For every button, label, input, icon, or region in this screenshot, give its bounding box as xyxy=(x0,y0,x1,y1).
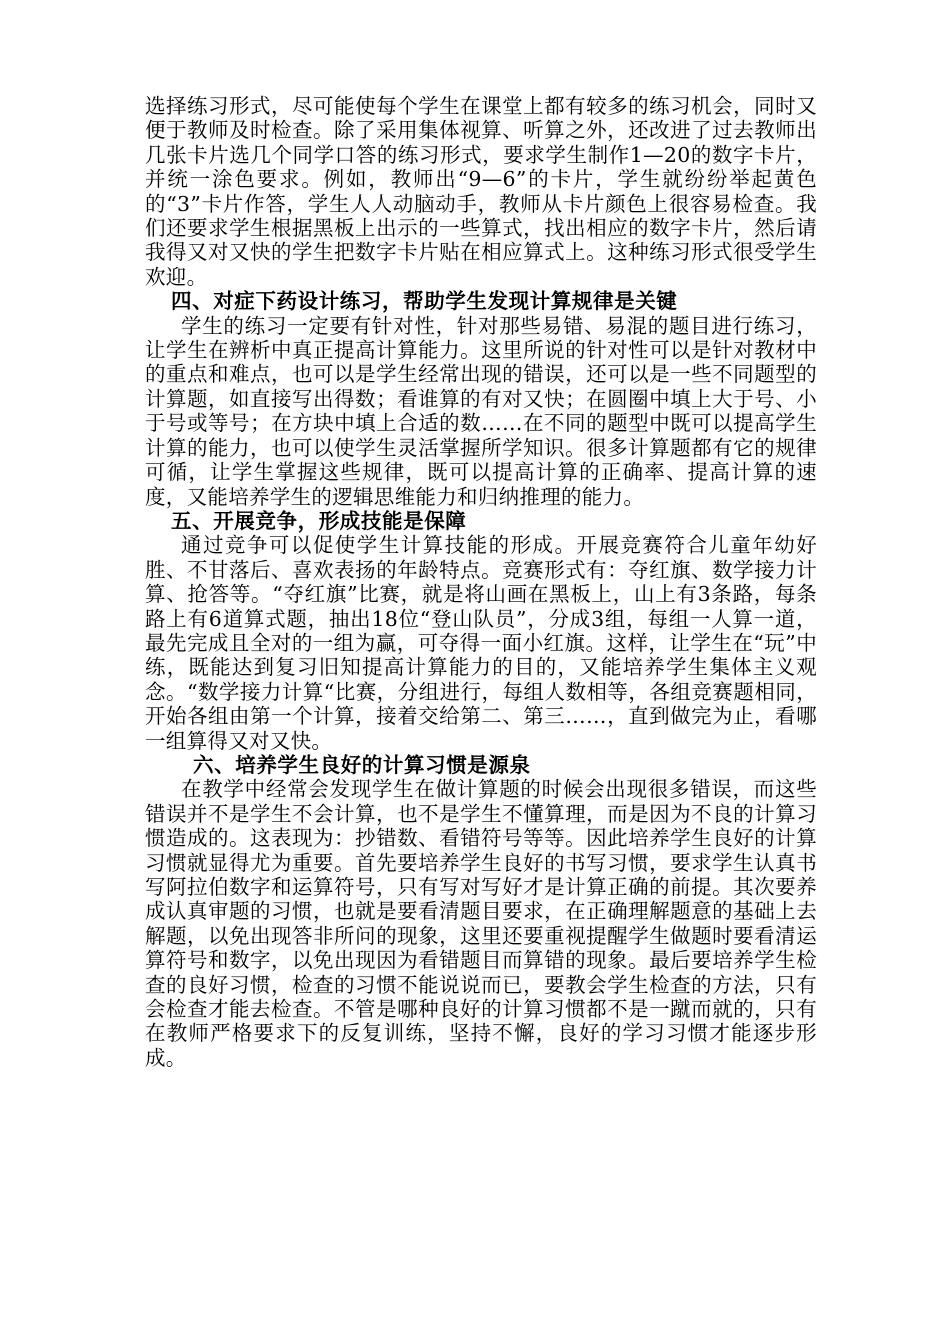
section-5-heading: 五、开展竞争，形成技能是保障 xyxy=(171,508,467,533)
section-4-body: 学生的练习一定要有针对性，针对那些易错、易混的题目进行练习，让学生在辨析中真正提高计算能力。这里所说的针对性可以是针对教材中的重点和难点，也可以是学生经常出现的错误，还可以是一些不同题型的计算题，如直接写出得数；看谁算的有对又快；在圆圈中填上大于号、小于号或等号；在方块中填上合适的数……在不同的题型中既可以提高学生计算的能力，也可以使学生灵活掌握所学知识。很多计算题都有它的规律可循，让学生掌握这些规律，既可以提高计算的正确率、提高计算的速度，又能培养学生的逻辑思维能力和归纳推理的能力。 xyxy=(145,313,817,509)
document-page xyxy=(145,94,817,1070)
section-4-heading: 四、对症下药设计练习，帮助学生发现计算规律是关键 xyxy=(171,289,678,314)
section-5-body: 通过竞争可以促使学生计算技能的形成。开展竞赛符合儿童年幼好胜、不甘落后、喜欢表扬的年龄特点。竞赛形式有：夺红旗、数学接力计算、抢答等。“夺红旗”比赛，就是将山画在黑板上，山上有3条路，每条路上有6道算式题，抽出18位“登山队员”，分成3组，每组一人算一道，最先完成且全对的一组为赢，可夺得一面小红旗。这样，让学生在“玩”中练，既能达到复习旧知提高计算能力的目的，又能培养学生集体主义观念。“数学接力计算“比赛，分组进行，每组人数相等，各组竞赛题相同，开始各组由第一个计算，接着交给第二、第三……，直到做完为止，看哪一组算得又对又快。 xyxy=(145,533,817,753)
section-6-heading: 六、培养学生良好的计算习惯是源泉 xyxy=(193,752,531,777)
intro-paragraph: 选择练习形式，尽可能使每个学生在课堂上都有较多的练习机会，同时又便于教师及时检查。除了采用集体视算、听算之外，还改进了过去教师出几张卡片选几个同学口答的练习形式，要求学生制作1—20的数字卡片，并统一涂色要求。例如，教师出“9—6”的卡片，学生就纷纷举起黄色的“3”卡片作答，学生人人动脑动手，教师从卡片颜色上很容易检查。我们还要求学生根据黑板上出示的一些算式，找出相应的数字卡片，然后请我得又对又快的学生把数字卡片贴在相应算式上。这种练习形式很受学生欢迎。 xyxy=(145,94,817,289)
section-6-body: 在教学中经常会发现学生在做计算题的时候会出现很多错误，而这些错误并不是学生不会计算，也不是学生不懂算理，而是因为不良的计算习惯造成的。这表现为：抄错数、看错符号等等。因此培养学生良好的计算习惯就显得尤为重要。首先要培养学生良好的书写习惯，要求学生认真书写阿拉伯数字和运算符号，只有写对写好才是计算正确的前提。其次要养成认真审题的习惯，也就是要看清题目要求，在正确理解题意的基础上去解题，以免出现答非所问的现象，这里还要重视提醒学生做题时要看清运算符号和数字，以免出现因为看错题目而算错的现象。最后要培养学生检查的良好习惯，检查的习惯不能说说而已，要教会学生检查的方法，只有会检查才能去检查。不管是哪种良好的计算习惯都不是一蹴而就的，只有在教师严格要求下的反复训练，坚持不懈，良好的学习习惯才能逐步形成。 xyxy=(145,777,817,1070)
